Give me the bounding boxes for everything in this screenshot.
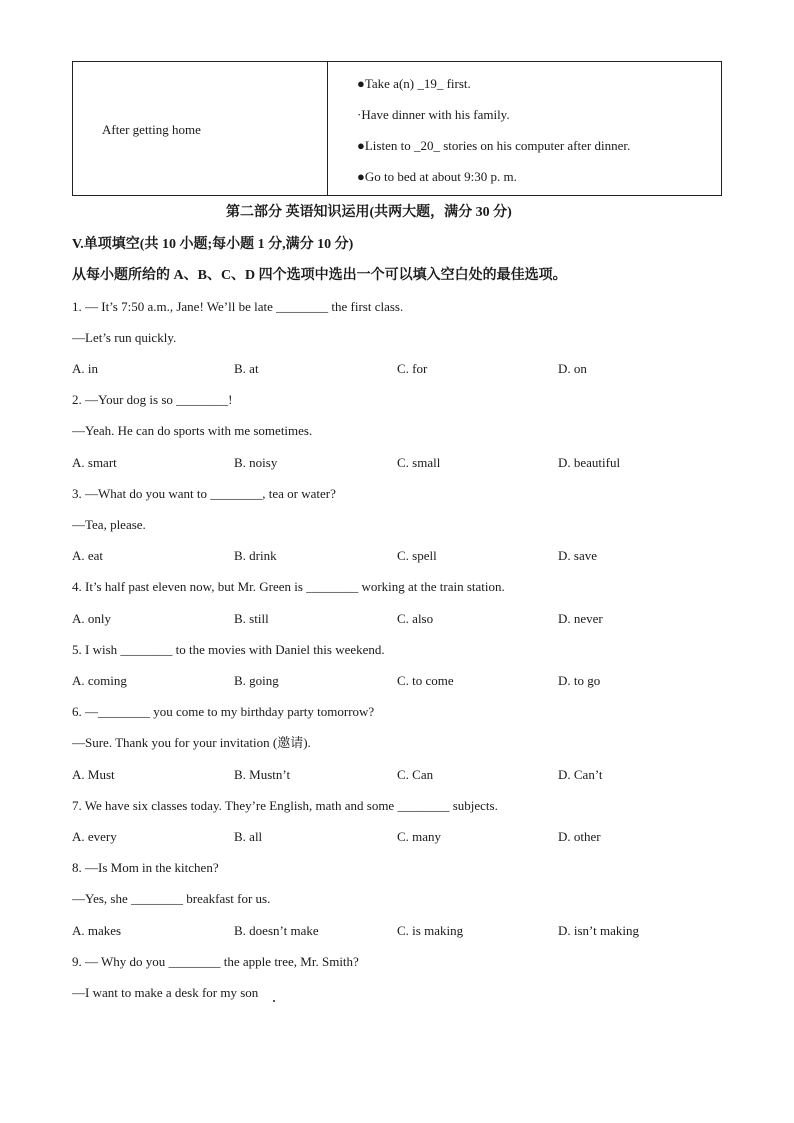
question-stem: 9. — Why do you ________ the apple tree, Mr. Smith? — [72, 954, 359, 969]
option-d: D. never — [558, 611, 603, 626]
table-divider — [327, 62, 328, 195]
question-stem: 6. —________ you come to my birthday party tomorrow? — [72, 704, 375, 719]
option-a: A. Must — [72, 767, 115, 782]
option-a: A. in — [72, 361, 98, 376]
question-line: —Yes, she ________ breakfast for us. — [72, 891, 271, 906]
table-item: ●Listen to _20_ stories on his computer after dinner. — [357, 138, 631, 153]
question-line: —I want to make a desk for my son — [72, 985, 259, 1000]
option-d: D. save — [558, 548, 597, 563]
option-b: B. drink — [234, 548, 277, 563]
option-a: A. eat — [72, 548, 104, 563]
question-line: —Sure. Thank you for your invitation (邀请). — [72, 735, 311, 750]
option-d: D. on — [558, 361, 587, 376]
option-b: B. noisy — [234, 455, 278, 470]
option-a: A. every — [72, 829, 117, 844]
part-title: 第二部分 英语知识运用(共两大题，满分 30 分) — [226, 205, 512, 220]
option-b: B. doesn’t make — [234, 923, 319, 938]
option-d: D. beautiful — [558, 455, 621, 470]
question-line: —Tea, please. — [72, 517, 146, 532]
option-c: C. Can — [397, 767, 434, 782]
option-c: C. to come — [397, 673, 454, 688]
option-a: A. smart — [72, 455, 117, 470]
question-stem: 5. I wish ________ to the movies with Daniel this weekend. — [72, 642, 385, 657]
stray-dot — [273, 1000, 275, 1002]
question-stem: 1. — It’s 7:50 a.m., Jane! We’ll be late ________ the first class. — [72, 299, 404, 314]
question-stem: 2. —Your dog is so ________! — [72, 392, 233, 407]
question-stem: 3. —What do you want to ________, tea or water? — [72, 486, 336, 501]
question-stem: 8. —Is Mom in the kitchen? — [72, 860, 219, 875]
table-item: ●Take a(n) _19_ first. — [357, 76, 471, 91]
section-title: V.单项填空(共 10 小题;每小题 1 分,满分 10 分) — [72, 237, 354, 252]
instructions: 从每小题所给的 A、B、C、D 四个选项中选出一个可以填入空白处的最佳选项。 — [72, 268, 567, 283]
option-d: D. to go — [558, 673, 601, 688]
question-line: —Let’s run quickly. — [72, 330, 177, 345]
option-a: A. makes — [72, 923, 122, 938]
question-stem: 4. It’s half past eleven now, but Mr. Green is ________ working at the train station. — [72, 579, 505, 594]
schedule-table — [72, 61, 722, 196]
option-c: C. many — [397, 829, 442, 844]
option-b: B. still — [234, 611, 269, 626]
option-c: C. is making — [397, 923, 464, 938]
question-line: —Yeah. He can do sports with me sometimes. — [72, 423, 313, 438]
option-c: C. spell — [397, 548, 437, 563]
option-c: C. small — [397, 455, 441, 470]
option-a: A. coming — [72, 673, 127, 688]
question-stem: 7. We have six classes today. They’re English, math and some ________ subjects. — [72, 798, 498, 813]
table-item: ●Go to bed at about 9:30 p. m. — [357, 169, 517, 184]
option-b: B. Mustn’t — [234, 767, 291, 782]
option-d: D. other — [558, 829, 601, 844]
option-c: C. for — [397, 361, 428, 376]
table-left-cell: After getting home — [102, 122, 201, 137]
table-item: ·Have dinner with his family. — [357, 107, 510, 122]
option-c: C. also — [397, 611, 434, 626]
option-d: D. Can’t — [558, 767, 603, 782]
option-a: A. only — [72, 611, 111, 626]
option-b: B. going — [234, 673, 279, 688]
option-d: D. isn’t making — [558, 923, 640, 938]
option-b: B. all — [234, 829, 263, 844]
option-b: B. at — [234, 361, 259, 376]
